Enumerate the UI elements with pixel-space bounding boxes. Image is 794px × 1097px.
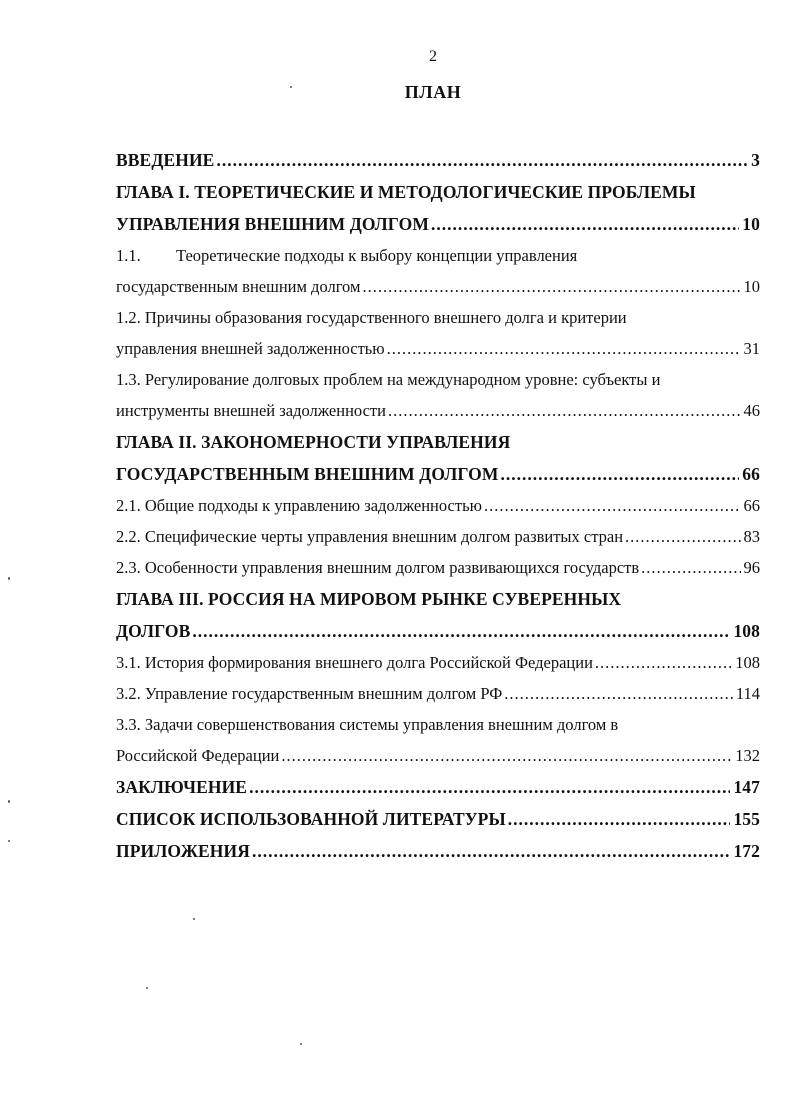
toc-page-number: 3 bbox=[751, 150, 760, 170]
toc-entry-label: ЗАКЛЮЧЕНИЕ bbox=[116, 777, 248, 797]
toc-entry-label: инструменты внешней задолженности bbox=[116, 401, 386, 420]
toc-entry-label: 3.3. Задачи совершенствования системы управления внешним долгом в bbox=[116, 715, 619, 734]
toc-page-number: 132 bbox=[735, 746, 760, 765]
toc-page-number: 10 bbox=[742, 214, 760, 234]
toc-entry-conclusion[interactable] bbox=[116, 771, 760, 803]
scan-speck bbox=[193, 918, 195, 920]
dot-leader bbox=[252, 835, 730, 867]
toc-entry-label: Теоретические подходы к выбору концепции управления bbox=[176, 246, 578, 265]
toc-entry-label: 2.1. Общие подходы к управлению задолженностью bbox=[116, 496, 482, 515]
dot-leader bbox=[388, 395, 741, 426]
toc-entry-introduction[interactable] bbox=[116, 144, 760, 176]
toc-entry-label: ВВЕДЕНИЕ bbox=[116, 150, 215, 170]
toc-entry-2-1[interactable] bbox=[116, 490, 760, 521]
toc-entry-chapter-1[interactable] bbox=[116, 176, 760, 240]
toc-entry-label: ПРИЛОЖЕНИЯ bbox=[116, 841, 250, 861]
dot-leader bbox=[625, 521, 740, 552]
table-of-contents bbox=[116, 144, 760, 867]
scan-speck bbox=[8, 800, 10, 803]
dot-leader bbox=[595, 647, 732, 678]
toc-entry-label: ГОСУДАРСТВЕННЫМ ВНЕШНИМ ДОЛГОМ bbox=[116, 464, 499, 484]
toc-entry-label: ГЛАВА III. РОССИЯ НА МИРОВОМ РЫНКЕ СУВЕРЕННЫХ bbox=[116, 589, 622, 609]
toc-page-number: 96 bbox=[743, 558, 760, 577]
toc-section-number: 1.1. bbox=[116, 246, 141, 265]
toc-entry-1-3[interactable] bbox=[116, 364, 760, 426]
toc-page-number: 66 bbox=[743, 496, 760, 515]
dot-leader bbox=[249, 771, 730, 803]
toc-page-number: 172 bbox=[733, 841, 760, 861]
toc-page-number: 108 bbox=[733, 621, 760, 641]
dot-leader bbox=[281, 740, 732, 771]
toc-page-number: 66 bbox=[742, 464, 760, 484]
toc-page-number: 83 bbox=[743, 527, 760, 546]
toc-entry-3-1[interactable] bbox=[116, 647, 760, 678]
toc-entry-label: 1.2. Причины образования государственного внешнего долга и критерии bbox=[116, 308, 627, 327]
toc-page-number: 10 bbox=[743, 277, 760, 296]
scan-speck bbox=[290, 86, 292, 88]
toc-entry-label: ДОЛГОВ bbox=[116, 621, 191, 641]
toc-entry-label: УПРАВЛЕНИЯ ВНЕШНИМ ДОЛГОМ bbox=[116, 214, 429, 234]
dot-leader bbox=[504, 678, 733, 709]
toc-entry-appendices[interactable] bbox=[116, 835, 760, 867]
toc-page-number: 155 bbox=[733, 809, 760, 829]
scan-speck bbox=[8, 840, 10, 842]
dot-leader bbox=[484, 490, 741, 521]
scan-speck bbox=[300, 1043, 302, 1045]
dot-leader bbox=[500, 458, 739, 490]
page-title: ПЛАН bbox=[404, 82, 462, 102]
toc-entry-2-3[interactable] bbox=[116, 552, 760, 583]
dot-leader bbox=[192, 615, 730, 647]
scan-speck bbox=[146, 987, 148, 989]
toc-page-number: 31 bbox=[743, 339, 760, 358]
toc-entry-2-2[interactable] bbox=[116, 521, 760, 552]
toc-entry-1-1[interactable] bbox=[116, 240, 760, 302]
toc-entry-label: СПИСОК ИСПОЛЬЗОВАННОЙ ЛИТЕРАТУРЫ bbox=[116, 809, 506, 829]
toc-page-number: 108 bbox=[735, 653, 760, 672]
toc-page-number: 147 bbox=[733, 777, 760, 797]
toc-entry-label: управления внешней задолженностью bbox=[116, 339, 385, 358]
toc-entry-label: 1.3. Регулирование долговых проблем на международном уровне: субъекты и bbox=[116, 370, 661, 389]
toc-entry-references[interactable] bbox=[116, 803, 760, 835]
toc-entry-label: 3.2. Управление государственным внешним долгом РФ bbox=[116, 684, 503, 703]
dot-leader bbox=[362, 271, 740, 302]
toc-entry-label: государственным внешним долгом bbox=[116, 277, 361, 296]
toc-entry-label: ГЛАВА I. ТЕОРЕТИЧЕСКИЕ И МЕТОДОЛОГИЧЕСКИЕ ПРОБЛЕМЫ bbox=[116, 182, 696, 202]
dot-leader bbox=[508, 803, 731, 835]
dot-leader bbox=[431, 208, 739, 240]
toc-entry-3-2[interactable] bbox=[116, 678, 760, 709]
toc-entry-label: 3.1. История формирования внешнего долга Российской Федерации bbox=[116, 653, 593, 672]
toc-entry-label: 2.3. Особенности управления внешним долгом развивающихся государств bbox=[116, 558, 640, 577]
toc-entry-1-2[interactable] bbox=[116, 302, 760, 364]
toc-entry-chapter-2[interactable] bbox=[116, 426, 760, 490]
toc-entry-label: 2.2. Специфические черты управления внешним долгом развитых стран bbox=[116, 527, 624, 546]
toc-entry-label: Российской Федерации bbox=[116, 746, 280, 765]
toc-entry-3-3[interactable] bbox=[116, 709, 760, 771]
toc-entry-label: ГЛАВА II. ЗАКОНОМЕРНОСТИ УПРАВЛЕНИЯ bbox=[116, 432, 511, 452]
dot-leader bbox=[641, 552, 740, 583]
toc-page-number: 114 bbox=[735, 684, 760, 703]
dot-leader bbox=[216, 144, 748, 176]
scan-speck bbox=[8, 577, 10, 580]
toc-entry-chapter-3[interactable] bbox=[116, 583, 760, 647]
dot-leader bbox=[387, 333, 741, 364]
page-number: 2 bbox=[429, 48, 437, 65]
toc-page-number: 46 bbox=[743, 401, 760, 420]
